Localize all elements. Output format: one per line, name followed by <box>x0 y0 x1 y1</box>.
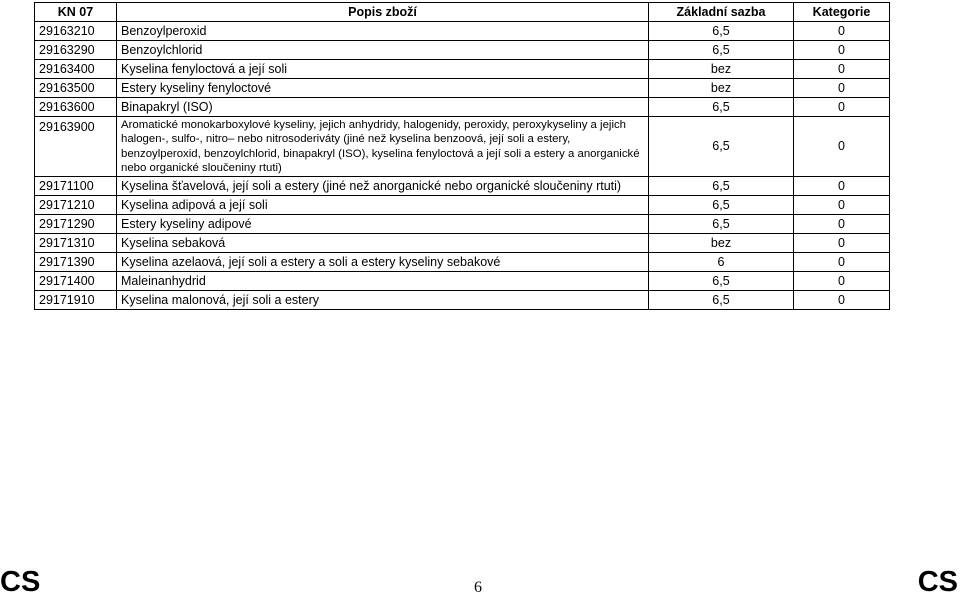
cell-code: 29163210 <box>35 22 117 41</box>
cell-code: 29163290 <box>35 41 117 60</box>
cell-category: 0 <box>794 79 890 98</box>
cell-rate: 6,5 <box>649 117 794 177</box>
table-row <box>35 117 890 177</box>
cell-description: Estery kyseliny fenyloctové <box>117 79 649 98</box>
table-row <box>35 253 890 272</box>
cell-description: Estery kyseliny adipové <box>117 215 649 234</box>
cell-description: Aromatické monokarboxylové kyseliny, jejich anhydridy, halogenidy, peroxidy, peroxykyseliny a jejich halogen-, sulfo-, nitro– nebo nitrosoderiváty (jiné než kyselina benzoová, její soli a estery, benzoylperoxid, benzoylchlorid, binapakryl (ISO), kyselina fenyloctová a její soli a estery a anorganické nebo organické sloučeniny rtuti) <box>117 117 649 177</box>
table-row <box>35 196 890 215</box>
cell-description: Kyselina malonová, její soli a estery <box>117 291 649 310</box>
cell-rate: bez <box>649 60 794 79</box>
cell-code: 29171100 <box>35 177 117 196</box>
cell-rate: 6,5 <box>649 291 794 310</box>
cell-code: 29163600 <box>35 98 117 117</box>
cell-code: 29171290 <box>35 215 117 234</box>
cell-description: Binapakryl (ISO) <box>117 98 649 117</box>
table-row <box>35 215 890 234</box>
table-row <box>35 79 890 98</box>
cell-category: 0 <box>794 60 890 79</box>
cell-code: 29163500 <box>35 79 117 98</box>
tariff-table <box>34 2 890 310</box>
cell-description: Benzoylchlorid <box>117 41 649 60</box>
header-code: KN 07 <box>35 3 117 22</box>
cell-code: 29171910 <box>35 291 117 310</box>
table-row <box>35 22 890 41</box>
cell-rate: bez <box>649 234 794 253</box>
cell-category: 0 <box>794 234 890 253</box>
cell-description: Benzoylperoxid <box>117 22 649 41</box>
cell-rate: 6,5 <box>649 177 794 196</box>
table-row <box>35 60 890 79</box>
header-category: Kategorie <box>794 3 890 22</box>
cell-rate: 6,5 <box>649 41 794 60</box>
cell-rate: 6,5 <box>649 98 794 117</box>
cell-rate: 6,5 <box>649 272 794 291</box>
footer-language-code-right: CS <box>917 566 958 598</box>
table-header-row <box>35 3 890 22</box>
cell-category: 0 <box>794 22 890 41</box>
cell-code: 29171390 <box>35 253 117 272</box>
cell-rate: bez <box>649 79 794 98</box>
cell-rate: 6,5 <box>649 22 794 41</box>
cell-category: 0 <box>794 98 890 117</box>
table-row <box>35 272 890 291</box>
cell-code: 29163900 <box>35 117 117 177</box>
table-row <box>35 234 890 253</box>
cell-rate: 6,5 <box>649 215 794 234</box>
cell-category: 0 <box>794 41 890 60</box>
table-row <box>35 98 890 117</box>
cell-rate: 6,5 <box>649 196 794 215</box>
page-number: 6 <box>474 579 482 596</box>
cell-category: 0 <box>794 177 890 196</box>
table-row <box>35 177 890 196</box>
cell-description: Kyselina fenyloctová a její soli <box>117 60 649 79</box>
table-row <box>35 41 890 60</box>
cell-category: 0 <box>794 117 890 177</box>
cell-description: Maleinanhydrid <box>117 272 649 291</box>
cell-category: 0 <box>794 272 890 291</box>
table-row <box>35 291 890 310</box>
cell-description: Kyselina adipová a její soli <box>117 196 649 215</box>
cell-description: Kyselina azelaová, její soli a estery a soli a estery kyseliny sebakové <box>117 253 649 272</box>
cell-code: 29171310 <box>35 234 117 253</box>
cell-rate: 6 <box>649 253 794 272</box>
cell-description: Kyselina sebaková <box>117 234 649 253</box>
cell-category: 0 <box>794 215 890 234</box>
footer-language-code-left: CS <box>0 566 41 598</box>
cell-code: 29163400 <box>35 60 117 79</box>
cell-category: 0 <box>794 253 890 272</box>
cell-description: Kyselina šťavelová, její soli a estery (jiné než anorganické nebo organické sloučeniny rtuti) <box>117 177 649 196</box>
cell-category: 0 <box>794 196 890 215</box>
cell-code: 29171400 <box>35 272 117 291</box>
cell-category: 0 <box>794 291 890 310</box>
cell-code: 29171210 <box>35 196 117 215</box>
header-description: Popis zboží <box>117 3 649 22</box>
header-rate: Základní sazba <box>649 3 794 22</box>
